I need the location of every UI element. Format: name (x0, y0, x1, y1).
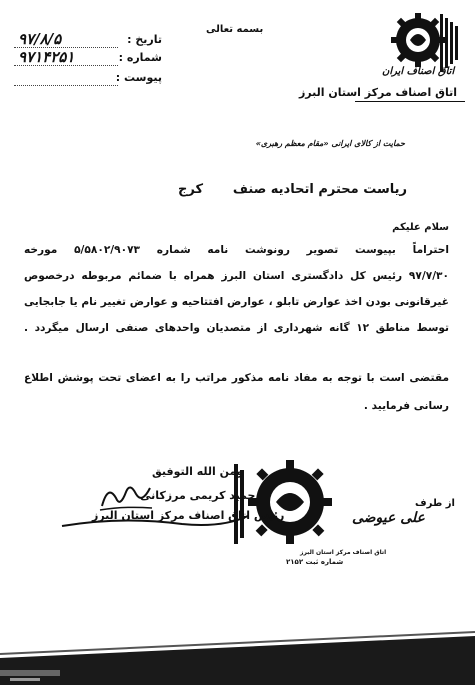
date-value: ۹۷/۸/۵ (18, 30, 62, 48)
closing-phrase: ومن الله التوفیق (152, 465, 244, 478)
stamp-registration: شماره ثبت ۲۱۵۲ (286, 558, 344, 566)
date-label: تاریخ : (127, 33, 162, 46)
body-line: ۹۷/۷/۳۰ رئیس کل دادگستری استان البرز همراه با ضمائم مربوطه درخصوص (24, 270, 449, 282)
body-line: مقتضی است با توجه به مفاد نامه مذکور مراتب را به اعضای تحت پوشش اطلاع (24, 372, 449, 384)
signatory-name: حمید کریمی مرزکانی (140, 489, 256, 502)
logo-caption: اتاق اصناف ایران (382, 66, 455, 77)
attachment-underline (14, 85, 118, 86)
attachment-field (12, 68, 162, 88)
stamp-seal-icon (228, 456, 338, 552)
body-line: رسانی فرمایید . (363, 400, 449, 412)
greeting: سلام علیکم (392, 222, 449, 233)
scan-artifact (0, 628, 475, 685)
organization-name: اتاق اصناف مرکز استان البرز (298, 86, 457, 99)
recipient: ریاست محترم اتحادیه صنف (232, 182, 407, 197)
body-line: احتراماً بپیوست تصویر رونوشت نامه شماره ۵/۵۸۰۲/۹۰۷۳ مورخه (24, 244, 449, 256)
attachment-label: پیوست : (115, 71, 162, 84)
number-underline (14, 65, 118, 66)
from-name: علی عیوضی (352, 510, 425, 526)
body-line: توسط مناطق ۱۲ گانه شهرداری از متصدیان واحدهای صنفی ارسال میگردد . (24, 322, 449, 334)
date-field (12, 30, 162, 50)
number-value: ۹۷۱۴۲۵۱ (18, 48, 75, 66)
number-label: شماره : (118, 51, 162, 64)
slogan: حمایت از کالای ایرانی «مقام معظم رهبری» (255, 139, 405, 148)
number-field (12, 48, 162, 68)
body-line: غیرقانونی بودن اخذ عوارض تابلو ، عوارض افتتاحیه و عوارض تغییر نام یا جابجایی (24, 296, 449, 308)
bismillah: بسمه تعالی (206, 24, 264, 35)
from-label: از طرف (415, 498, 455, 509)
handwritten-signature-icon (96, 478, 156, 514)
stamp-organization: اتاق اصناف مرکز استان البرز (300, 549, 387, 556)
header-divider (355, 101, 465, 102)
signatory-title: رئیس اتاق اصناف مرکز استان البرز (92, 509, 285, 522)
signature-stroke-icon (60, 512, 250, 532)
city: کرج (178, 182, 204, 197)
